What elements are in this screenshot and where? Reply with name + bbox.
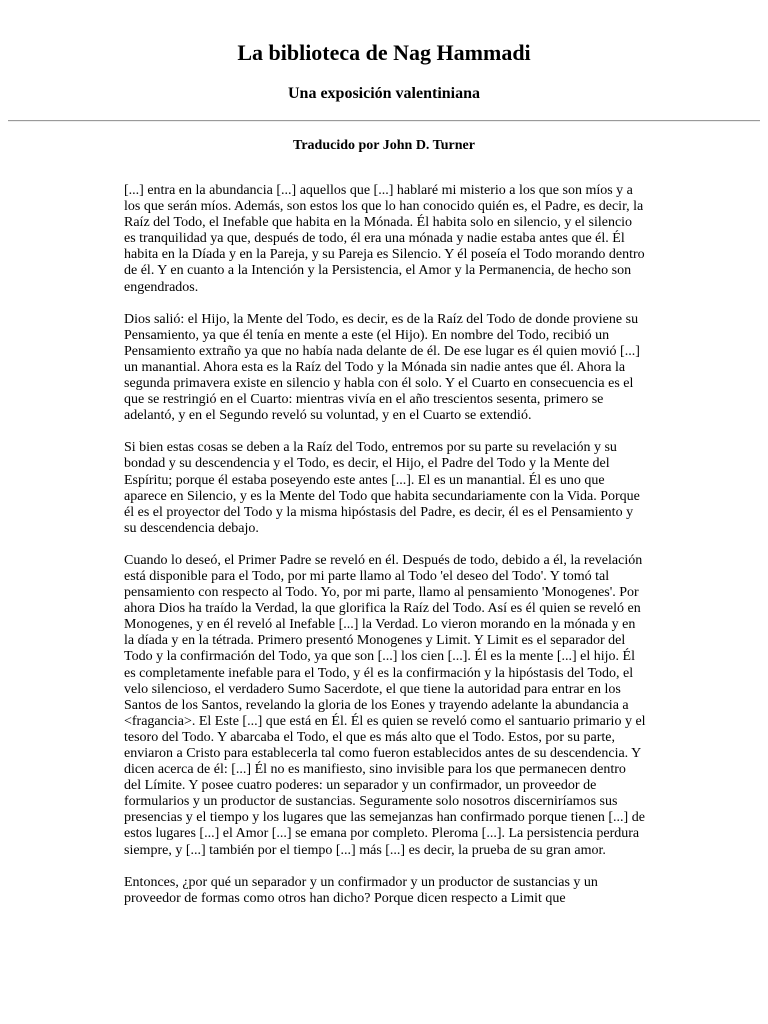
document-title: La biblioteca de Nag Hammadi bbox=[237, 40, 531, 65]
paragraph: Cuando lo deseó, el Primer Padre se reveló en él. Después de todo, debido a él, la revelación está disponible para el Todo, por mi parte llamo al Todo 'el deseo del Todo'. Y tomó tal pensamiento con respecto al Todo. Yo, por mi parte, llamo al pensamiento 'Monogenes'. Por ahora Dios ha traído la Verdad, la que glorifica la Raíz del Todo. Así es él quien se reveló en Monogenes, y en él reveló al Inefable [...] la Verdad. Lo vieron morando en la mónada y en la díada y en la tétrada. Primero presentó Monogenes y Limit. Y Limit es el separador del Todo y la confirmación del Todo, ya que son [...] los cien [...]. Él es la mente [...] el hijo. Él es completamente inefable para el Todo, y él es la confirmación y la hipóstasis del Todo, el velo silencioso, el verdadero Sumo Sacerdote, el que tiene la autoridad para entrar en los Santos de los Santos, revelando la gloria de los Eones y trayendo adelante la abundancia a <fragancia>. El Este [...] que está en Él. Él es quien se reveló como el santuario primario y el tesoro del Todo. Y abarcaba el Todo, el que es más alto que el Todo. Estos, por su parte, enviaron a Cristo para establecerla tal como fueron establecidos antes de su descendencia. Y dicen acerca de él: [...] Él no es manifiesto, sino invisible para los que permanecen dentro del Límite. Y posee cuatro poderes: un separador y un confirmador, un proveedor de formularios y un productor de sustancias. Seguramente solo nosotros discerniríamos sus presencias y el tiempo y los lugares que las semejanzas han confirmado porque tienen [...] de estos lugares [...] el Amor [...] se emana por completo. Pleroma [...]. La persistencia perdura siempre, y [...] también por el tiempo [...] más [...] es decir, la prueba de su gran amor. bbox=[124, 552, 646, 858]
paragraph: [...] entra en la abundancia [...] aquellos que [...] hablaré mi misterio a los que son míos y a los que serán míos. Además, son estos los que lo han conocido quién es, el Padre, es decir, la Raíz del Todo, el Inefable que habita en la Mónada. Él habita solo en silencio, y el silencio es tranquilidad ya que, después de todo, él era una mónada y nadie estaba antes que él. Él habita en la Díada y en la Pareja, y su Pareja es Silencio. Y él poseía el Todo morando dentro de él. Y en cuanto a la Intención y la Persistencia, el Amor y la Permanencia, de hecho son engendrados. bbox=[124, 183, 645, 295]
paragraph: Entonces, ¿por qué un separador y un confirmador y un productor de sustancias y un proveedor de formas como otros han dicho? Porque dicen respecto a Limit que bbox=[124, 874, 598, 906]
document-body bbox=[124, 183, 646, 923]
header-divider bbox=[8, 120, 760, 122]
document-subtitle: Una exposición valentiniana bbox=[287, 85, 481, 102]
translator-credit: Traducido por John D. Turner bbox=[293, 138, 475, 153]
paragraph: Dios salió: el Hijo, la Mente del Todo, es decir, es de la Raíz del Todo de donde proviene su Pensamiento, ya que él tenía en mente a este (el Hijo). En nombre del Todo, recibió un Pensamiento extraño ya que no había nada delante de él. De ese lugar es él quien movió [...] un manantial. Ahora esta es la Raíz del Todo y la Mónada sin nadie antes que él. Ahora la segunda primavera existe en silencio y habla con él solo. Y el Cuarto en consecuencia es el que se restringió en el Cuarto: mientras vivía en el año trescientos sesenta, primero se adelantó, y en el Segundo reveló su voluntad, y en el Cuarto se extendió. bbox=[124, 311, 640, 424]
paragraph: Si bien estas cosas se deben a la Raíz del Todo, entremos por su parte su revelación y su bondad y su descendencia y el Todo, es decir, el Hijo, el Padre del Todo y la Mente del Espíritu; porque él estaba poseyendo este antes [...]. El es un manantial. Él es uno que aparece en Silencio, y es la Mente del Todo que habita secundariamente con la Vida. Porque él es el proyector del Todo y la misma hipóstasis del Padre, es decir, él es el Pensamiento y su descendencia debajo. bbox=[124, 440, 640, 536]
